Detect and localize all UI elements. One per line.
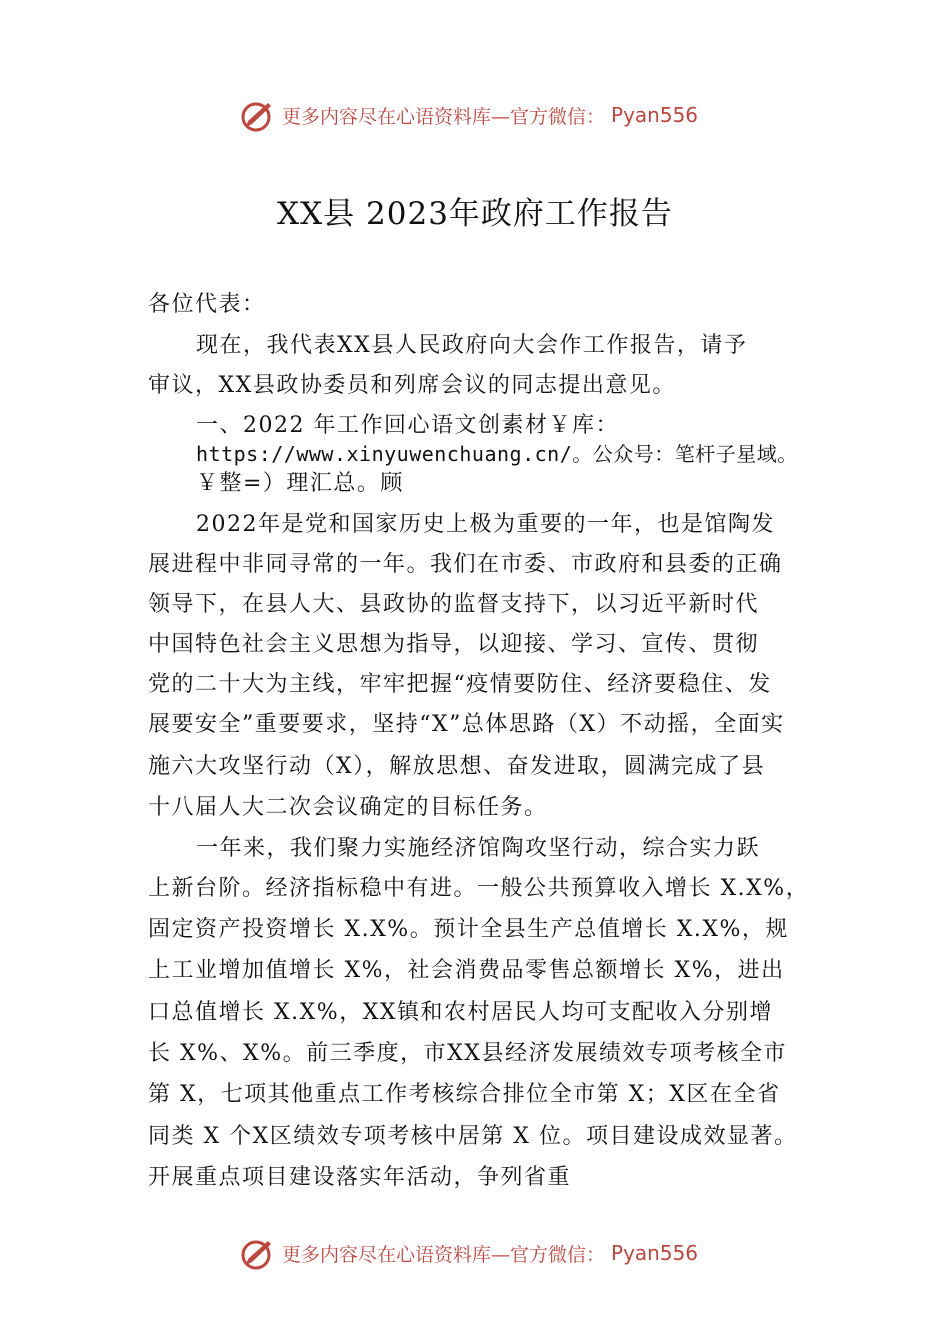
paragraph-line: 第 X，七项其他重点工作考核综合排位全市第 X；X区在全省	[148, 1082, 781, 1107]
header-banner	[240, 95, 698, 135]
paragraph-line: 党的二十大为主线，牢牢把握“疫情要防住、经济要稳住、发	[148, 672, 772, 697]
paragraph-line: 上工业增加值增长 X%，社会消费品零售总额增长 X%，进出	[148, 958, 785, 983]
footer-wechat-id: Pyan556	[611, 1241, 699, 1265]
paragraph-line: 口总值增长 X.X%，XX镇和农村居民人均可支配收入分别增	[148, 1000, 774, 1025]
paragraph-line: 审议，XX县政协委员和列席会议的同志提出意见。	[148, 373, 676, 398]
pen-logo-icon	[240, 97, 276, 133]
paragraph-line: 展要安全”重要要求，坚持“X”总体思路（X）不动摇，全面实	[148, 712, 785, 737]
header-wechat-id: Pyan556	[611, 103, 699, 127]
footer-banner	[240, 1233, 698, 1273]
paragraph-line: 固定资产投资增长 X.X%。预计全县生产总值增长 X.X%，规	[148, 917, 789, 942]
paragraph-line: 领导下，在县人大、县政协的监督支持下，以习近平新时代	[148, 592, 760, 617]
footer-banner-text: 更多内容尽在心语资料库—官方微信：	[282, 1243, 606, 1266]
salutation: 各位代表：	[148, 292, 266, 317]
paragraph-line: 中国特色社会主义思想为指导，以迎接、学习、宣传、贯彻	[148, 632, 760, 657]
paragraph-line: 同类 X 个X区绩效专项考核中居第 X 位。项目建设成效显著。	[148, 1124, 798, 1149]
paragraph-line: 长 X%、X%。前三季度，市XX县经济发展绩效专项考核全市	[148, 1041, 787, 1066]
paragraph-line: 现在，我代表XX县人民政府向大会作工作报告，请予	[196, 333, 748, 358]
document-title: XX县 2023年政府工作报告	[277, 196, 673, 232]
paragraph-line: 施六大攻坚行动（X），解放思想、奋发进取，圆满完成了县	[148, 754, 766, 779]
paragraph-line: ￥整=）理汇总。顾	[196, 471, 404, 496]
header-banner-text: 更多内容尽在心语资料库—官方微信：	[282, 105, 606, 128]
section-heading: 一、2022 年工作回心语文创素材￥库：	[196, 413, 619, 438]
pen-logo-icon	[240, 1235, 276, 1271]
paragraph-line: 开展重点项目建设落实年活动，争列省重	[148, 1165, 572, 1190]
paragraph-line: 一年来，我们聚力实施经济馆陶攻坚行动，综合实力跃	[196, 836, 761, 861]
paragraph-line: 十八届人大二次会议确定的目标任务。	[148, 795, 548, 820]
paragraph-line: https://www.xinyuwenchuang.cn/。公众号：笔杆子星域。	[196, 442, 798, 466]
paragraph-line: 展进程中非同寻常的一年。我们在市委、市政府和县委的正确	[148, 552, 783, 577]
paragraph-line: 2022年是党和国家历史上极为重要的一年，也是馆陶发	[196, 512, 775, 537]
paragraph-line: 上新台阶。经济指标稳中有进。一般公共预算收入增长 X.X%，	[148, 876, 810, 901]
